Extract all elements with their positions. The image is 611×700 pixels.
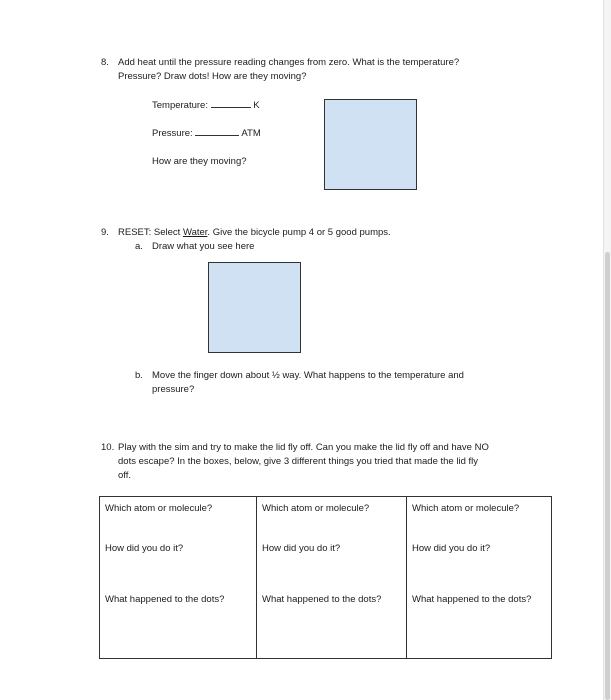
cell-1-what-label: What happened to the dots? — [105, 594, 225, 605]
cell-3-how-label: How did you do it? — [412, 543, 491, 554]
pressure-unit: ATM — [241, 128, 261, 139]
q9-drawing-box — [208, 262, 301, 353]
temperature-field — [152, 98, 260, 112]
table-row — [100, 497, 552, 659]
q9b-line-1: Move the finger down about ½ way. What happens to the temperature and — [152, 370, 464, 381]
q9-suffix: . Give the bicycle pump 4 or 5 good pumps. — [207, 227, 391, 238]
table-cell-2[interactable] — [257, 497, 407, 659]
q10-line-3: off. — [118, 470, 132, 481]
q9-prefix: RESET: Select — [118, 227, 183, 238]
q10-line-1: Play with the sim and try to make the lid fly off. Can you make the lid fly off and have NO — [118, 442, 489, 453]
cell-3-atom-label: Which atom or molecule? — [412, 503, 520, 514]
pressure-blank — [195, 126, 239, 136]
q8-number: 8. — [101, 57, 109, 68]
q9a-marker: a. — [135, 241, 143, 252]
cell-2-atom-label: Which atom or molecule? — [262, 503, 370, 514]
cell-2-what-label: What happened to the dots? — [262, 594, 382, 605]
q10-line-2: dots escape? In the boxes, below, give 3 different things you tried that made the lid fly — [118, 456, 478, 467]
table-cell-3[interactable] — [407, 497, 552, 659]
table-cell-1[interactable] — [100, 497, 257, 659]
cell-1-how-label: How did you do it? — [105, 543, 184, 554]
q9-line — [118, 226, 391, 239]
pressure-field — [152, 126, 261, 140]
q10-number: 10. — [101, 442, 115, 453]
q9-number: 9. — [101, 227, 109, 238]
scrollbar-thumb[interactable] — [605, 252, 610, 700]
q8-drawing-box — [324, 99, 417, 190]
moving-label: How are they moving? — [152, 156, 247, 167]
q9b-marker: b. — [135, 370, 143, 381]
temperature-unit: K — [253, 100, 260, 111]
temperature-blank — [211, 98, 251, 108]
q8-line-2: Pressure? Draw dots! How are they moving? — [118, 71, 307, 82]
q9a-text: Draw what you see here — [152, 241, 255, 252]
cell-2-how-label: How did you do it? — [262, 543, 341, 554]
cell-3-what-label: What happened to the dots? — [412, 594, 532, 605]
water-link: Water — [182, 227, 208, 238]
q8-line-1: Add heat until the pressure reading changes from zero. What is the temperature? — [118, 57, 460, 68]
q9b-line-2: pressure? — [152, 384, 195, 395]
results-table — [99, 496, 552, 659]
temperature-label: Temperature: — [152, 100, 208, 111]
pressure-label: Pressure: — [152, 128, 193, 139]
cell-1-atom-label: Which atom or molecule? — [105, 503, 213, 514]
